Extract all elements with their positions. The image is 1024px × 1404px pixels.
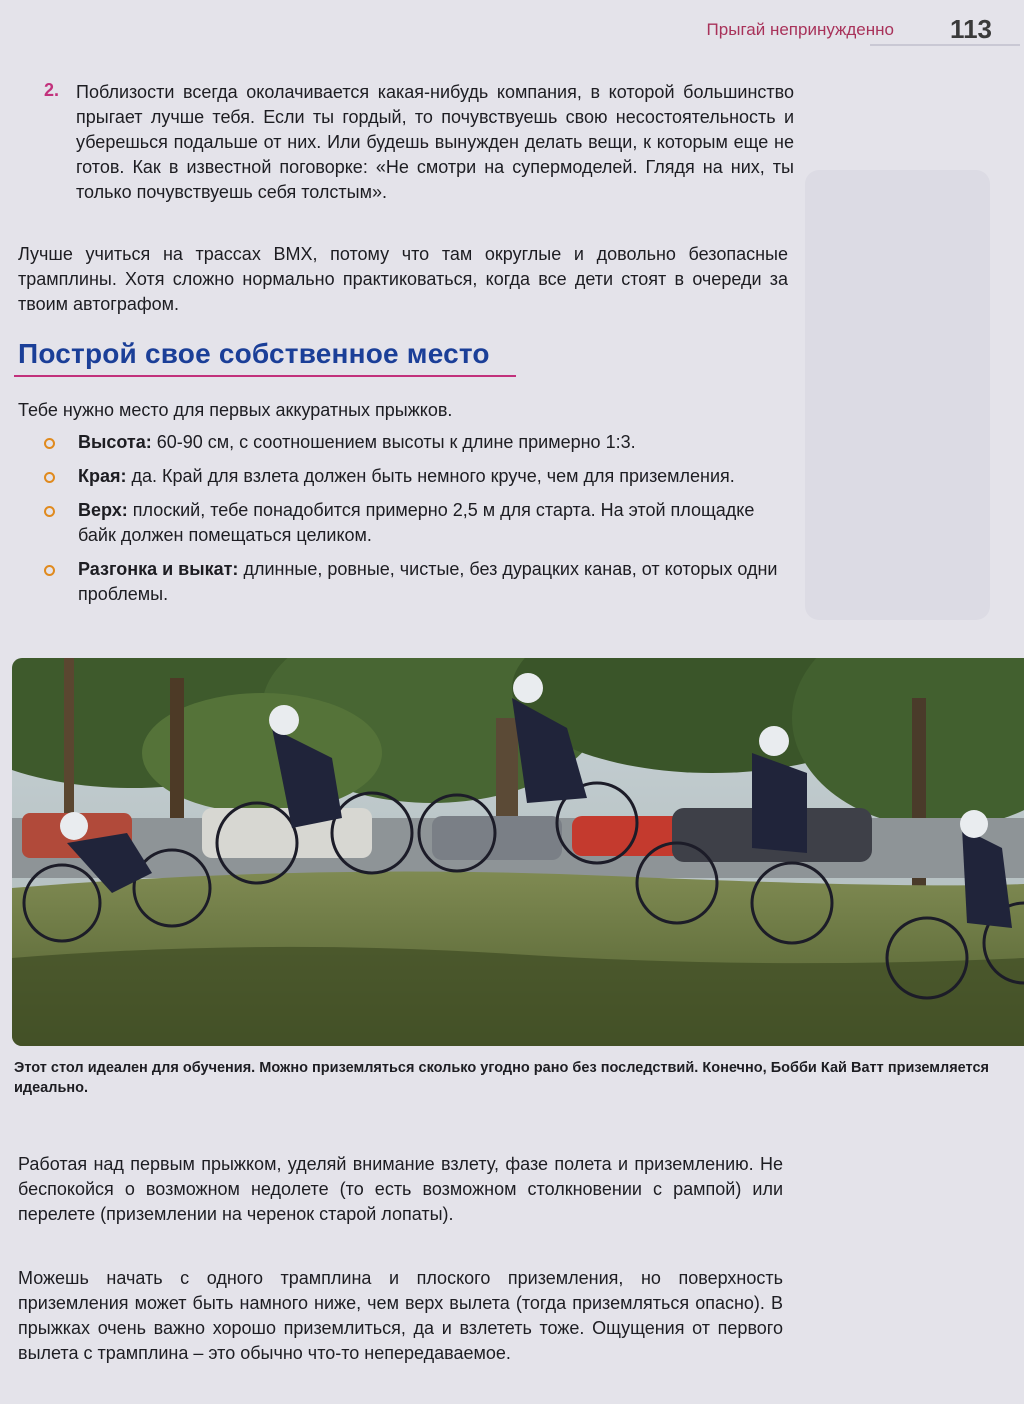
bullet-text: плоский, тебе понадобится примерно 2,5 м для старта. На этой площадке байк должен помещаться целиком. [78, 500, 755, 545]
section-lead: Тебе нужно место для первых аккуратных прыжков. [18, 400, 453, 420]
bullet-icon [44, 472, 55, 483]
bullet-text: длинные, ровные, чистые, без дурацких канав, от которых одни проблемы. [78, 559, 778, 604]
requirements-list [44, 430, 789, 616]
bullet-icon [44, 438, 55, 449]
header-rule [870, 44, 1020, 46]
numbered-list-item [44, 80, 794, 205]
list-item [44, 557, 789, 607]
paragraph-takeoff: Работая над первым прыжком, уделяй внимание взлету, фазе полета и приземлению. Не беспокойся о возможном недолете (то есть возможном столкновении с рампой) или перелете (приземлении на черенок старой лопаты). [18, 1154, 783, 1224]
bullet-term: Высота: [78, 432, 152, 452]
bleed-through-shadow [805, 170, 990, 620]
paragraph-landing: Можешь начать с одного трамплина и плоского приземления, но поверхность приземления может быть намного ниже, чем верх вылета (тогда приземляться опасно). В прыжках очень важно хорошо приземлиться, да и взлететь тоже. Ощущения от первого вылета с трамплина – это обычно что-то непередаваемое. [18, 1268, 783, 1363]
bullet-icon [44, 506, 55, 517]
section-heading-underline [14, 375, 516, 377]
photo-illustration [12, 658, 1024, 1046]
running-title: Прыгай непринужденно [706, 20, 894, 39]
list-number: 2. [44, 80, 60, 100]
bullet-text: да. Край для взлета должен быть немного круче, чем для приземления. [126, 466, 735, 486]
list-item [44, 464, 789, 489]
list-item [44, 430, 789, 455]
photo-caption: Этот стол идеален для обучения. Можно приземляться сколько угодно рано без последствий. Конечно, Бобби Кай Ватт приземляется идеально. [14, 1060, 989, 1096]
bullet-term: Разгонка и выкат: [78, 559, 239, 579]
page-number: 113 [950, 14, 992, 44]
bullet-term: Верх: [78, 500, 128, 520]
bullet-icon [44, 565, 55, 576]
rider-sequence-photo [12, 658, 1024, 1046]
bullet-term: Края: [78, 466, 127, 486]
paragraph-bmx: Лучше учиться на трассах BMX, потому что там округлые и довольно безопасные трамплины. Хотя сложно нормально практиковаться, когда все дети стоят в очереди за твоим автографом. [18, 244, 788, 314]
list-item-text: Поблизости всегда околачивается какая-нибудь компания, в которой большинство прыгает лучше тебя. Если ты гордый, то почувствуешь свою несостоятельность и уберешься подальше от них. Или будешь вынужден делать вещи, к которым еще не готов. Как в известной поговорке: «Не смотри на супермоделей. Глядя на них, ты только почувствуешь себя толстым». [76, 82, 794, 202]
bullet-text: 60-90 см, с соотношением высоты к длине примерно 1:3. [151, 432, 636, 452]
list-item [44, 498, 789, 548]
section-heading: Построй свое собственное место [18, 338, 490, 369]
